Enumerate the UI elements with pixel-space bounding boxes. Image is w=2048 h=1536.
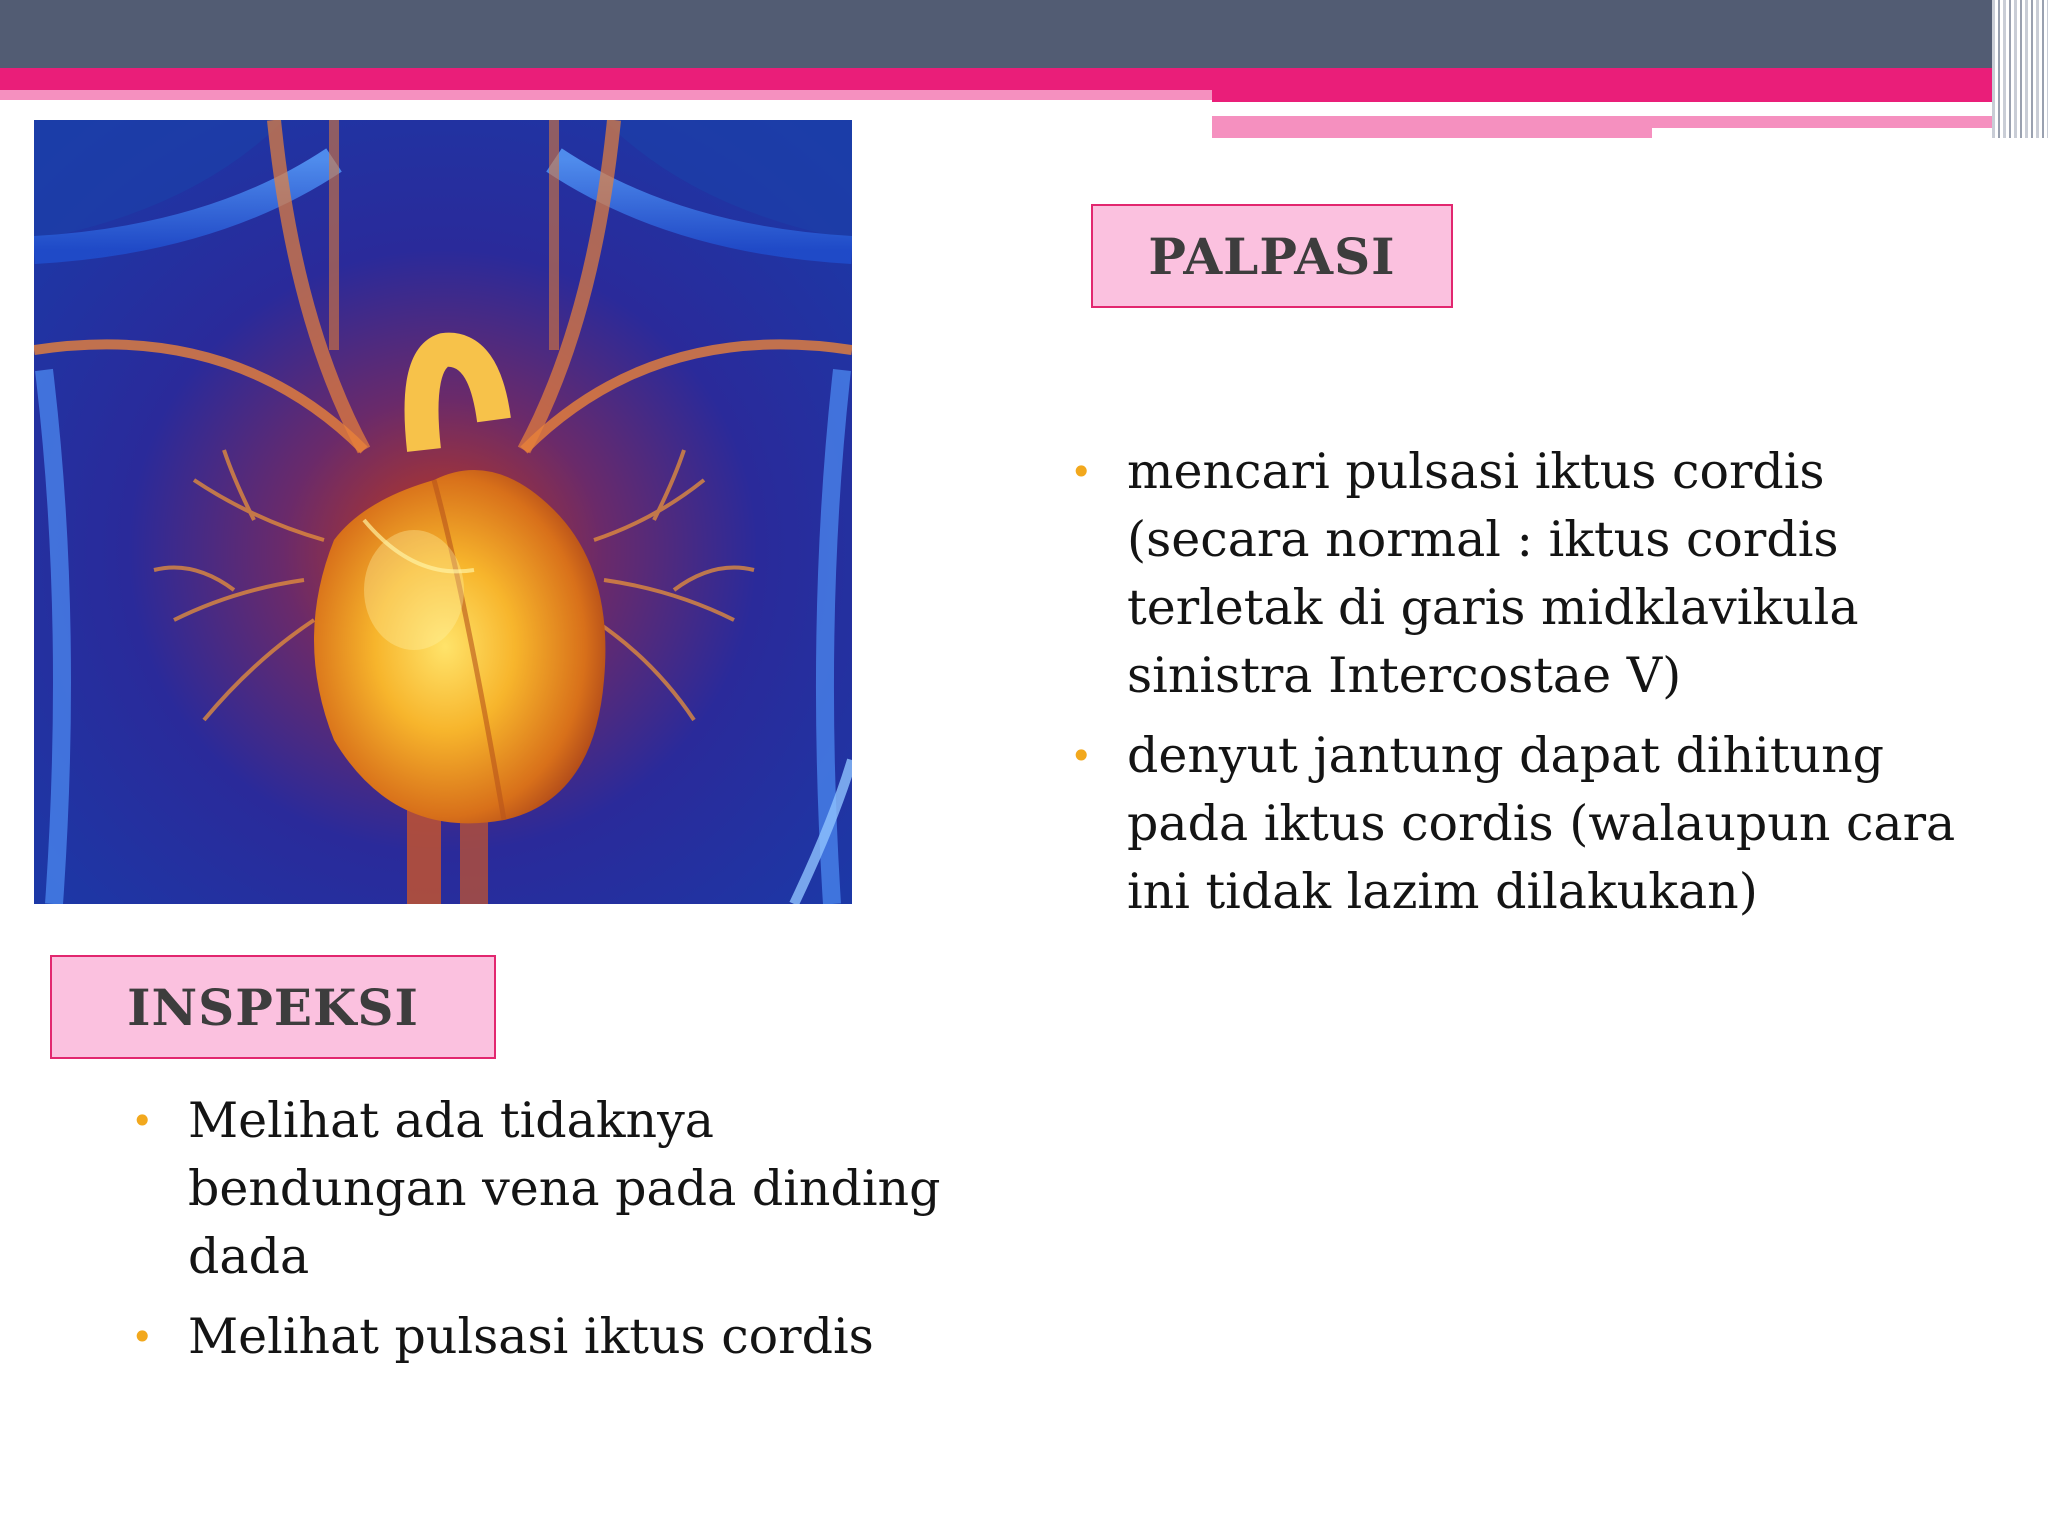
palpasi-heading: PALPASI (1148, 226, 1396, 286)
bullet-icon: • (131, 1315, 154, 1359)
inspeksi-heading-box (50, 955, 496, 1059)
palpasi-heading-box (1091, 204, 1453, 308)
heart-anatomy-image (34, 120, 852, 904)
header-bar (0, 0, 2048, 68)
inspeksi-bullet-list (131, 1087, 1008, 1383)
header-accent-band (0, 68, 1215, 90)
header-notch (1652, 128, 2012, 138)
bullet-icon: • (131, 1099, 154, 1143)
inspeksi-heading: INSPEKSI (127, 977, 419, 1037)
header-accent-band-right (1212, 68, 2012, 102)
bullet-icon: • (1070, 450, 1093, 494)
bullet-text: Melihat ada tidaknya bendungan vena pada dinding dada (188, 1092, 941, 1285)
list-item (1070, 722, 2007, 926)
bullet-icon: • (1070, 734, 1093, 778)
palpasi-bullet-list (1070, 438, 2007, 938)
bullet-text: mencari pulsasi iktus cordis (secara normal : iktus cordis terletak di garis midklavikula sinistra Intercostae V) (1127, 443, 1859, 704)
header-stripes (1992, 0, 2048, 138)
bullet-text: Melihat pulsasi iktus cordis (188, 1308, 874, 1365)
heart-anatomy-illustration-icon (34, 120, 852, 904)
list-item (131, 1303, 1008, 1371)
header-accent-light (0, 90, 1215, 100)
list-item (1070, 438, 2007, 710)
list-item (131, 1087, 1008, 1291)
bullet-text: denyut jantung dapat dihitung pada iktus cordis (walaupun cara ini tidak lazim dilakukan) (1127, 727, 1956, 920)
